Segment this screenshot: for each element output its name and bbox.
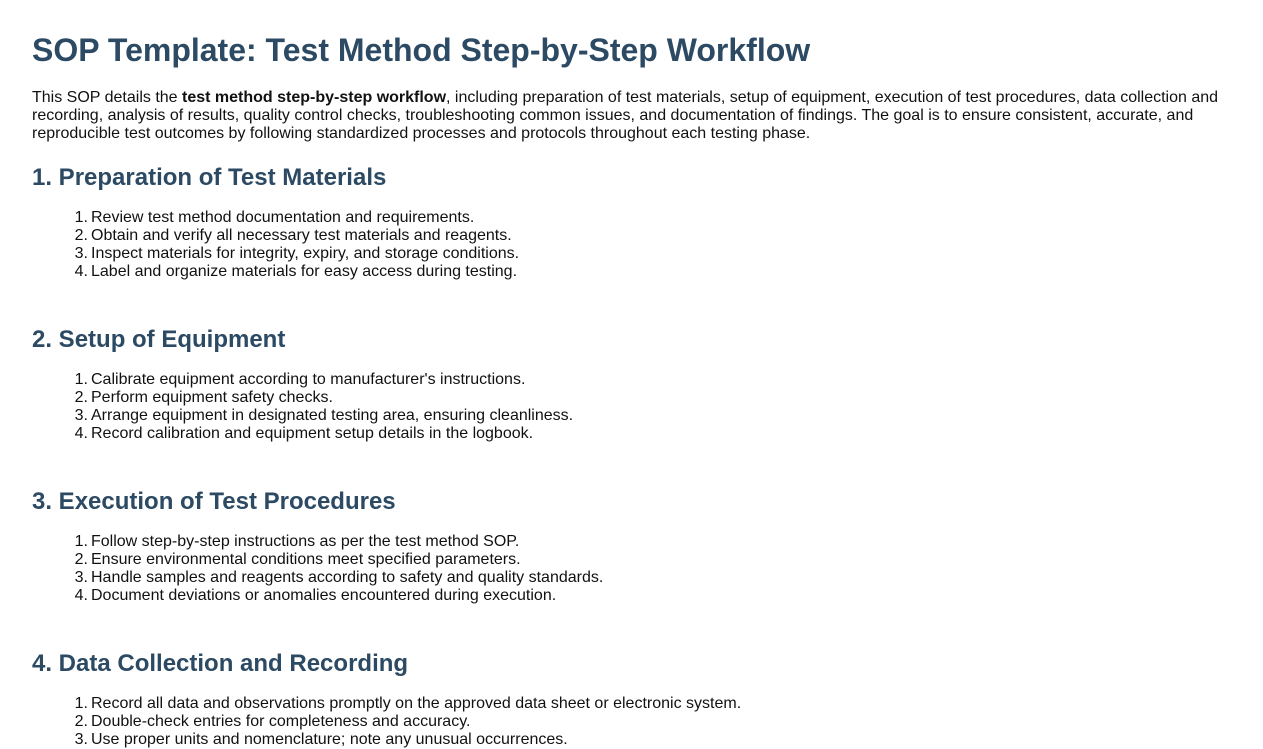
list-item-text: Double-check entries for completeness and accuracy. [91,713,471,730]
list-item-number: 1. [74,695,88,712]
list-item-text: Handle samples and reagents according to safety and quality standards. [91,569,604,586]
list-item [74,209,1231,227]
list-item-number: 2. [74,551,88,568]
section-heading: 4. Data Collection and Recording [32,650,409,677]
list-item-text: Document deviations or anomalies encountered during execution. [91,587,557,604]
list-item-number: 1. [74,533,88,550]
list-item [74,245,1231,263]
intro-prefix: This SOP details the [32,89,182,106]
list-item-text: Obtain and verify all necessary test materials and reagents. [91,227,512,244]
list-item [74,569,1231,587]
list-item-number: 3. [74,245,88,262]
step-list [32,209,1231,281]
list-item-text: Use proper units and nomenclature; note any unusual occurrences. [91,731,568,748]
list-item [74,371,1231,389]
section-heading: 2. Setup of Equipment [32,326,286,353]
list-item-number: 3. [74,407,88,424]
step-list [32,371,1231,443]
section-data-collection-and-recording [32,605,1231,749]
list-item-number: 1. [74,209,88,226]
intro-bold-term: test method step-by-step workflow [182,89,447,106]
list-item-text: Follow step-by-step instructions as per the test method SOP. [91,533,520,550]
step-list [32,533,1231,605]
list-item [74,407,1231,425]
intro-line3: reproducible test outcomes by following standardized processes and protocols throughout each testing phase. [32,125,811,142]
list-item-text: Ensure environmental conditions meet specified parameters. [91,551,521,568]
list-item [74,551,1231,569]
section-heading: 1. Preparation of Test Materials [32,164,387,191]
page-title: SOP Template: Test Method Step-by-Step Workflow [32,32,811,68]
list-item-text: Label and organize materials for easy access during testing. [91,263,518,280]
section-heading: 3. Execution of Test Procedures [32,488,396,515]
intro-paragraph [32,89,1231,143]
list-item-number: 3. [74,569,88,586]
list-item-number: 4. [74,263,88,280]
list-item [74,587,1231,605]
list-item [74,227,1231,245]
list-item-text: Perform equipment safety checks. [91,389,333,406]
step-list [32,695,1231,749]
section-execution-of-test-procedures [32,443,1231,605]
list-item [74,425,1231,443]
list-item [74,695,1231,713]
list-item-number: 2. [74,227,88,244]
section-preparation-of-test-materials [32,143,1231,281]
list-item [74,389,1231,407]
list-item-number: 1. [74,371,88,388]
list-item-text: Record all data and observations promptly on the approved data sheet or electronic system. [91,695,742,712]
list-item [74,713,1231,731]
list-item-text: Arrange equipment in designated testing area, ensuring cleanliness. [91,407,574,424]
list-item-number: 3. [74,731,88,748]
section-setup-of-equipment [32,281,1231,443]
list-item-text: Calibrate equipment according to manufacturer's instructions. [91,371,526,388]
list-item-text: Inspect materials for integrity, expiry, and storage conditions. [91,245,520,262]
intro-line1-rest: , including preparation of test materials, setup of equipment, execution of test procedures, data collection and [446,89,1219,106]
list-item-text: Record calibration and equipment setup details in the logbook. [91,425,534,442]
list-item [74,731,1231,749]
list-item [74,263,1231,281]
list-item-number: 4. [74,587,88,604]
list-item-number: 4. [74,425,88,442]
list-item-number: 2. [74,389,88,406]
list-item-number: 2. [74,713,88,730]
list-item [74,533,1231,551]
intro-line2: recording, analysis of results, quality control checks, troubleshooting common issues, and documentation of findings. The goal is to ensure consistent, accurate, and [32,107,1194,124]
list-item-text: Review test method documentation and requirements. [91,209,475,226]
